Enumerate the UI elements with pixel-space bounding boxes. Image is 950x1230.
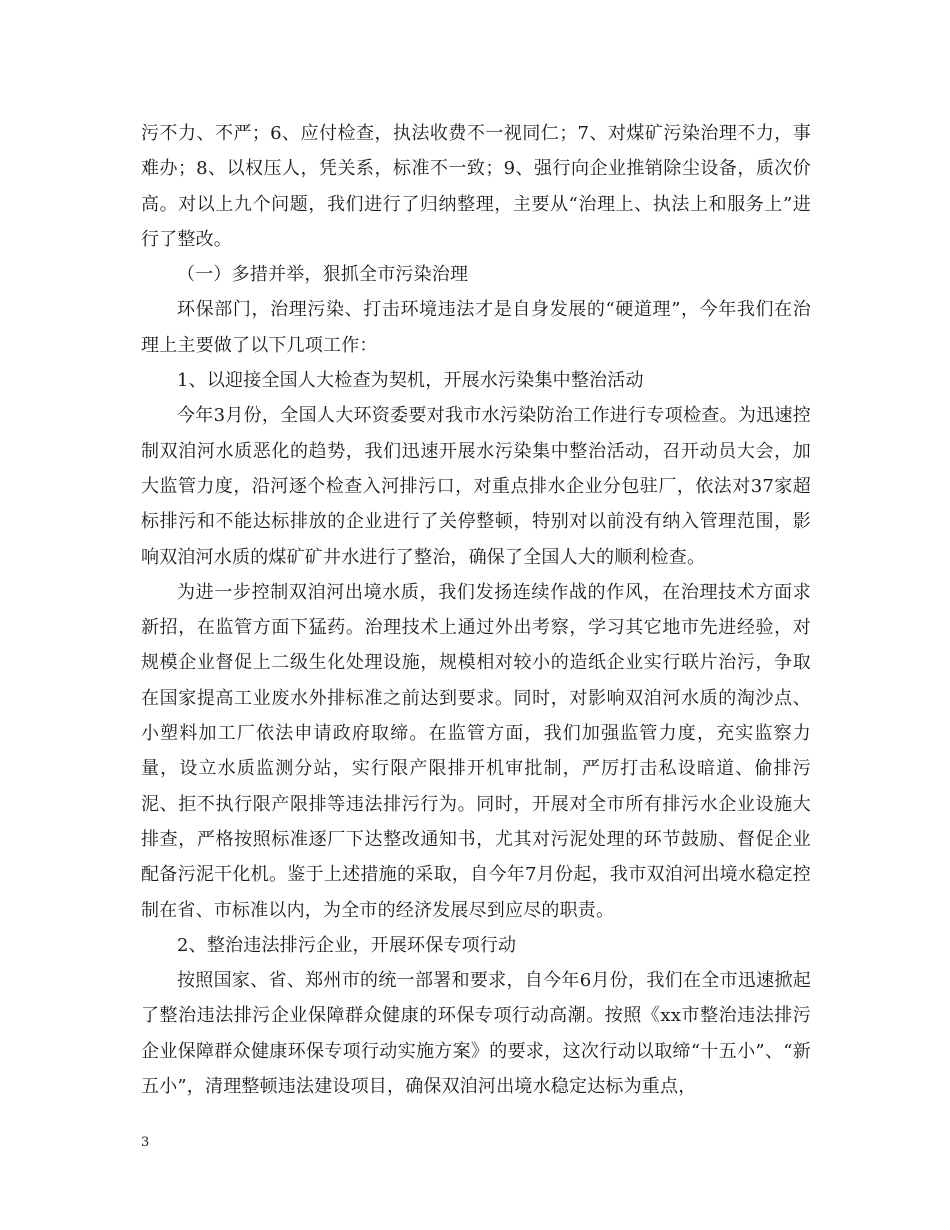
page-number: 3: [141, 1135, 150, 1150]
paragraph-5: 按照国家、省、郑州市的统一部署和要求，自今年6月份，我们在全市迅速掀起了整治违法排污企业保障群众健康的环保专项行动高潮。按照《xx市整治违法排污企业保障群众健康环保专项行动实施方案》的要求，这次行动以取缔“十五小”、“新五小”，清理整顿违法建设项目，确保双洎河出境水稳定达标为重点，: [141, 970, 811, 1098]
subheading-1: 1、以迎接全国人大检查为契机，开展水污染集中整治活动: [177, 370, 644, 392]
section-heading-1: （一）多措并举，狠抓全市污染治理: [177, 264, 469, 286]
paragraph-2: 环保部门，治理污染、打击环境违法才是自身发展的“硬道理”，今年我们在治理上主要做了以下几项工作：: [141, 299, 811, 356]
paragraph-4: 为进一步控制双洎河出境水质，我们发扬连续作战的作风，在治理技术方面求新招，在监管方面下猛药。治理技术上通过外出考察，学习其它地市先进经验，对规模企业督促上二级生化处理设施，规模相对较小的造纸企业实行联片治污，争取在国家提高工业废水外排标准之前达到要求。同时，对影响双洎河水质的淘沙点、小塑料加工厂依法申请政府取缔。在监管方面，我们加强监管力度，充实监察力量，设立水质监测分站，实行限产限排开机审批制，严厉打击私设暗道、偷排污泥、拒不执行限产限排等违法排污行为。同时，开展对全市所有排污水企业设施大排查，严格按照标准逐厂下达整改通知书，尤其对污泥处理的环节鼓励、督促企业配备污泥干化机。鉴于上述措施的采取，自今年7月份起，我市双洎河出境水稳定控制在省、市标准以内，为全市的经济发展尽到应尽的职责。: [141, 581, 811, 921]
document-body: [141, 116, 811, 1104]
paragraph-3: 今年3月份，全国人大环资委要对我市水污染防治工作进行专项检查。为迅速控制双洎河水质恶化的趋势，我们迅速开展水污染集中整治活动，召开动员大会，加大监管力度，沿河逐个检查入河排污口，对重点排水企业分包驻厂，依法对37家超标排污和不能达标排放的企业进行了关停整顿，特别对以前没有纳入管理范围，影响双洎河水质的煤矿矿井水进行了整治，确保了全国人大的顺利检查。: [141, 405, 811, 568]
paragraph-1: 污不力、不严；6、应付检查，执法收费不一视同仁；7、对煤矿污染治理不力，事难办；8、以权压人，凭关系，标准不一致；9、强行向企业推销除尘设备，质次价高。对以上九个问题，我们进行了归纳整理，主要从“治理上、执法上和服务上”进行了整改。: [141, 123, 811, 250]
subheading-2: 2、整治违法排污企业，开展环保专项行动: [177, 934, 517, 956]
